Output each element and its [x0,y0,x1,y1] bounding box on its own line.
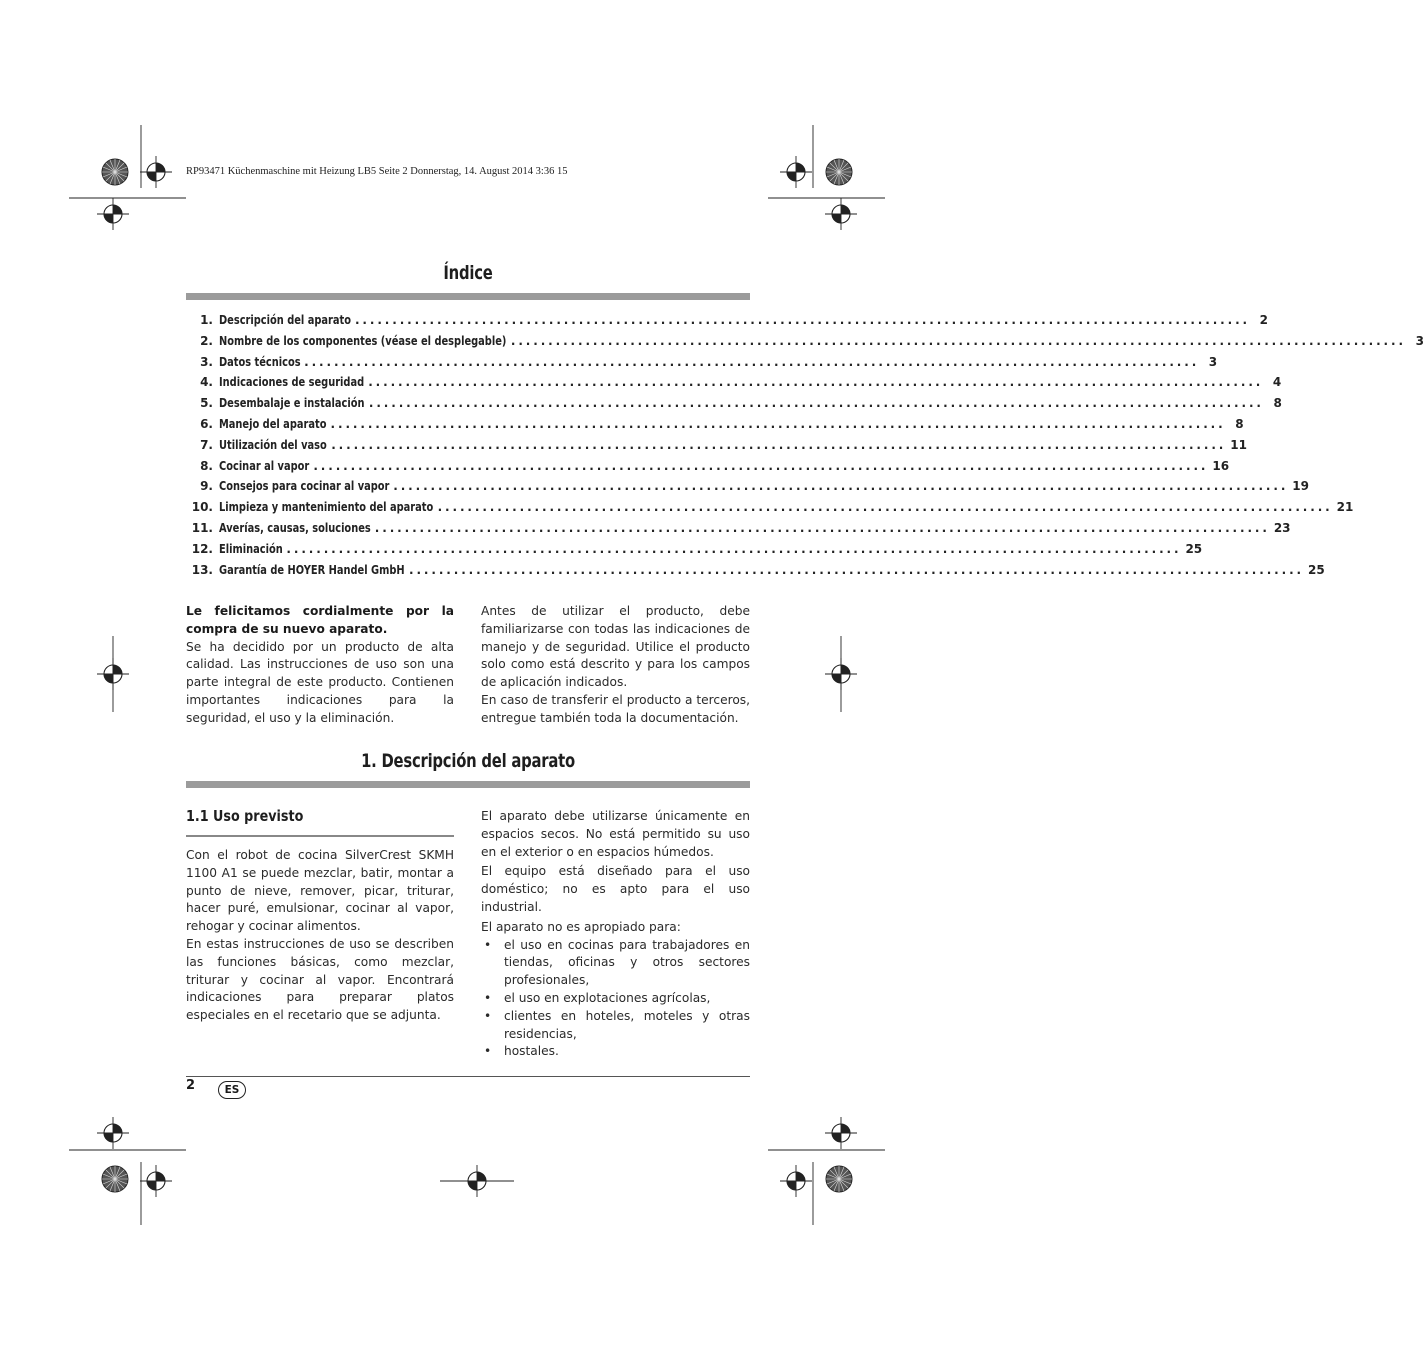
toc-entry-label: Garantía de HOYER Handel GmbH [219,562,405,577]
toc-leader-dots: ........................................................................................................................ [331,437,1227,452]
list-item: • clientes en hoteles, moteles y otras residencias, [484,1008,750,1041]
intro-left-text: Se ha decidido por un producto de alta calidad. Las instrucciones de uso son una parte integral de este producto. Contienen importantes indicaciones para la seguridad, el uso y la eliminación. [186,639,454,725]
subsection-title: 1.1 Uso previsto [186,807,304,825]
section-1-right-p2: El equipo está diseñado para el uso doméstico; no es apto para el uso industrial. [481,864,750,914]
toc-entry-page: 4 [1272,375,1282,390]
toc-entry-number: 13. [191,562,213,577]
toc-entry-number: 2. [200,333,213,348]
toc-entry-label: Indicaciones de seguridad [219,375,365,390]
toc-leader-dots: ........................................................................................................................ [368,375,1264,390]
print-header: RP93471 Küchenmaschine mit Heizung LB5 Seite 2 Donnerstag, 14. August 2014 3:36 15 [186,166,568,177]
bullet-glyph: • [484,1044,492,1059]
toc-entry-label: Datos técnicos [219,354,301,369]
toc-title-rule [186,293,750,300]
toc-entry[interactable] [186,333,1424,355]
toc-entry-page: 3 [1415,333,1424,348]
toc-entry-number: 5. [200,396,213,411]
toc-entry-number: 4. [200,375,213,390]
toc-entry-page: 25 [1185,541,1203,556]
bullet-glyph: • [484,937,492,952]
toc-leader-dots: ........................................................................................................................ [368,396,1264,411]
intro-right-p2: En caso de transferir el producto a terceros, entregue también toda la documentación. [481,692,750,725]
section-1-left-p2: En estas instrucciones de uso se describen las funciones básicas, como mezclar, triturar y cocinar al vapor. Encontrará indicaciones para preparar platos especiales en el recetario que se adjunta. [186,936,454,1023]
intro-right-p1: Antes de utilizar el producto, debe familiarizarse con todas las indicaciones de manejo y de seguridad. Utilice el producto solo como está descrito y para los campos de aplicación indicados. [481,604,750,690]
toc-leader-dots: ........................................................................................................................ [286,541,1182,556]
toc-entry-page: 16 [1212,458,1230,473]
subsection-rule [186,835,454,837]
toc-leader-dots: ........................................................................................................................ [313,458,1209,473]
toc-entry-number: 7. [200,437,213,452]
toc-entry[interactable] [186,541,1203,563]
toc-entry-page: 8 [1273,396,1282,411]
intro-bold-line: Le felicitamos cordialmente por la compra de su nuevo aparato. [186,604,454,636]
toc-leader-dots: ........................................................................................................................ [304,354,1200,369]
toc-entry[interactable] [186,375,1282,396]
toc-leader-dots: ........................................................................................................................ [393,479,1289,494]
toc-title: Índice [443,262,493,284]
toc-entry-page: 19 [1292,479,1309,494]
toc-entry-label: Manejo del aparato [219,416,327,431]
section-1-left-p1: Con el robot de cocina SilverCrest SKMH 1100 A1 se puede mezclar, batir, montar a punto de nieve, remover, picar, triturar, hacer puré, emulsionar, cocinar al vapor, rehogar y cocinar alimentos. [186,848,454,934]
toc-entry-number: 6. [200,416,213,431]
toc-entry[interactable] [186,437,1247,459]
toc-entry-label: Limpieza y mantenimiento del aparato [219,500,434,515]
toc-entry-label: Consejos para cocinar al vapor [219,479,390,494]
toc-entry[interactable] [186,416,1244,438]
toc-leader-dots: ........................................................................................................................ [354,313,1250,327]
toc-entry[interactable] [186,396,1282,417]
list-item: • hostales. [481,1043,750,1061]
toc-entry-page: 11 [1230,437,1247,452]
list-item: • el uso en cocinas para trabajadores en tiendas, oficinas y otros sectores profesionales, [484,937,750,988]
section-1-right-column [481,808,750,1061]
toc-entry-number: 3. [200,354,213,369]
toc-entry-label: Desembalaje e instalación [219,396,365,411]
footer-rule [186,1076,750,1077]
section-1-left-column [186,847,454,1025]
toc-entry-number: 1. [200,313,213,327]
toc-leader-dots: ........................................................................................................................ [330,416,1226,431]
toc-entry[interactable] [186,458,1230,480]
toc-entry-label: Eliminación [219,541,283,556]
toc-entry-number: 8. [200,458,213,473]
language-badge: ES [218,1081,246,1099]
toc-entry-number: 12. [191,541,213,556]
section-1-rule [186,781,750,788]
table-of-contents [186,313,1424,583]
bullet-glyph: • [484,990,492,1005]
toc-entry[interactable] [186,479,1309,500]
toc-leader-dots: ........................................................................................................................ [374,520,1270,535]
toc-entry[interactable] [186,562,1325,584]
toc-entry-page: 3 [1208,354,1218,369]
toc-entry[interactable] [186,500,1354,521]
toc-entry-number: 10. [191,500,213,515]
toc-leader-dots: ........................................................................................................................ [437,500,1333,515]
toc-entry-label: Cocinar al vapor [219,458,310,473]
toc-entry-label: Descripción del aparato [219,313,351,327]
toc-leader-dots: ........................................................................................................................ [510,333,1406,348]
toc-entry-page: 2 [1259,313,1268,327]
toc-entry-number: 9. [200,479,213,494]
toc-entry[interactable] [186,354,1218,376]
intro-left-column [186,603,454,728]
intro-right-column [481,603,750,728]
toc-entry-label: Averías, causas, soluciones [219,520,371,535]
list-item: • el uso en explotaciones agrícolas, [481,990,750,1008]
section-1-right-p3: El aparato no es apropiado para: [481,919,681,934]
toc-entry-page: 25 [1308,562,1325,577]
toc-entry-page: 21 [1336,500,1354,515]
page-number: 2 [186,1078,196,1093]
toc-entry[interactable] [186,520,1291,542]
toc-entry-page: 23 [1273,520,1291,535]
toc-leader-dots: ........................................................................................................................ [408,562,1305,577]
toc-entry-label: Nombre de los componentes (véase el desplegable) [219,333,507,348]
toc-entry-page: 8 [1235,416,1244,431]
section-1-title: 1. Descripción del aparato [361,750,575,772]
toc-entry-label: Utilización del vaso [219,437,327,452]
bullet-glyph: • [484,1008,492,1023]
section-1-right-p1: El aparato debe utilizarse únicamente en espacios secos. No está permitido su uso en el exterior o en espacios húmedos. [481,809,750,859]
unsuitable-uses-list [481,937,750,1062]
toc-entry[interactable] [186,313,1268,334]
toc-entry-number: 11. [191,520,213,535]
